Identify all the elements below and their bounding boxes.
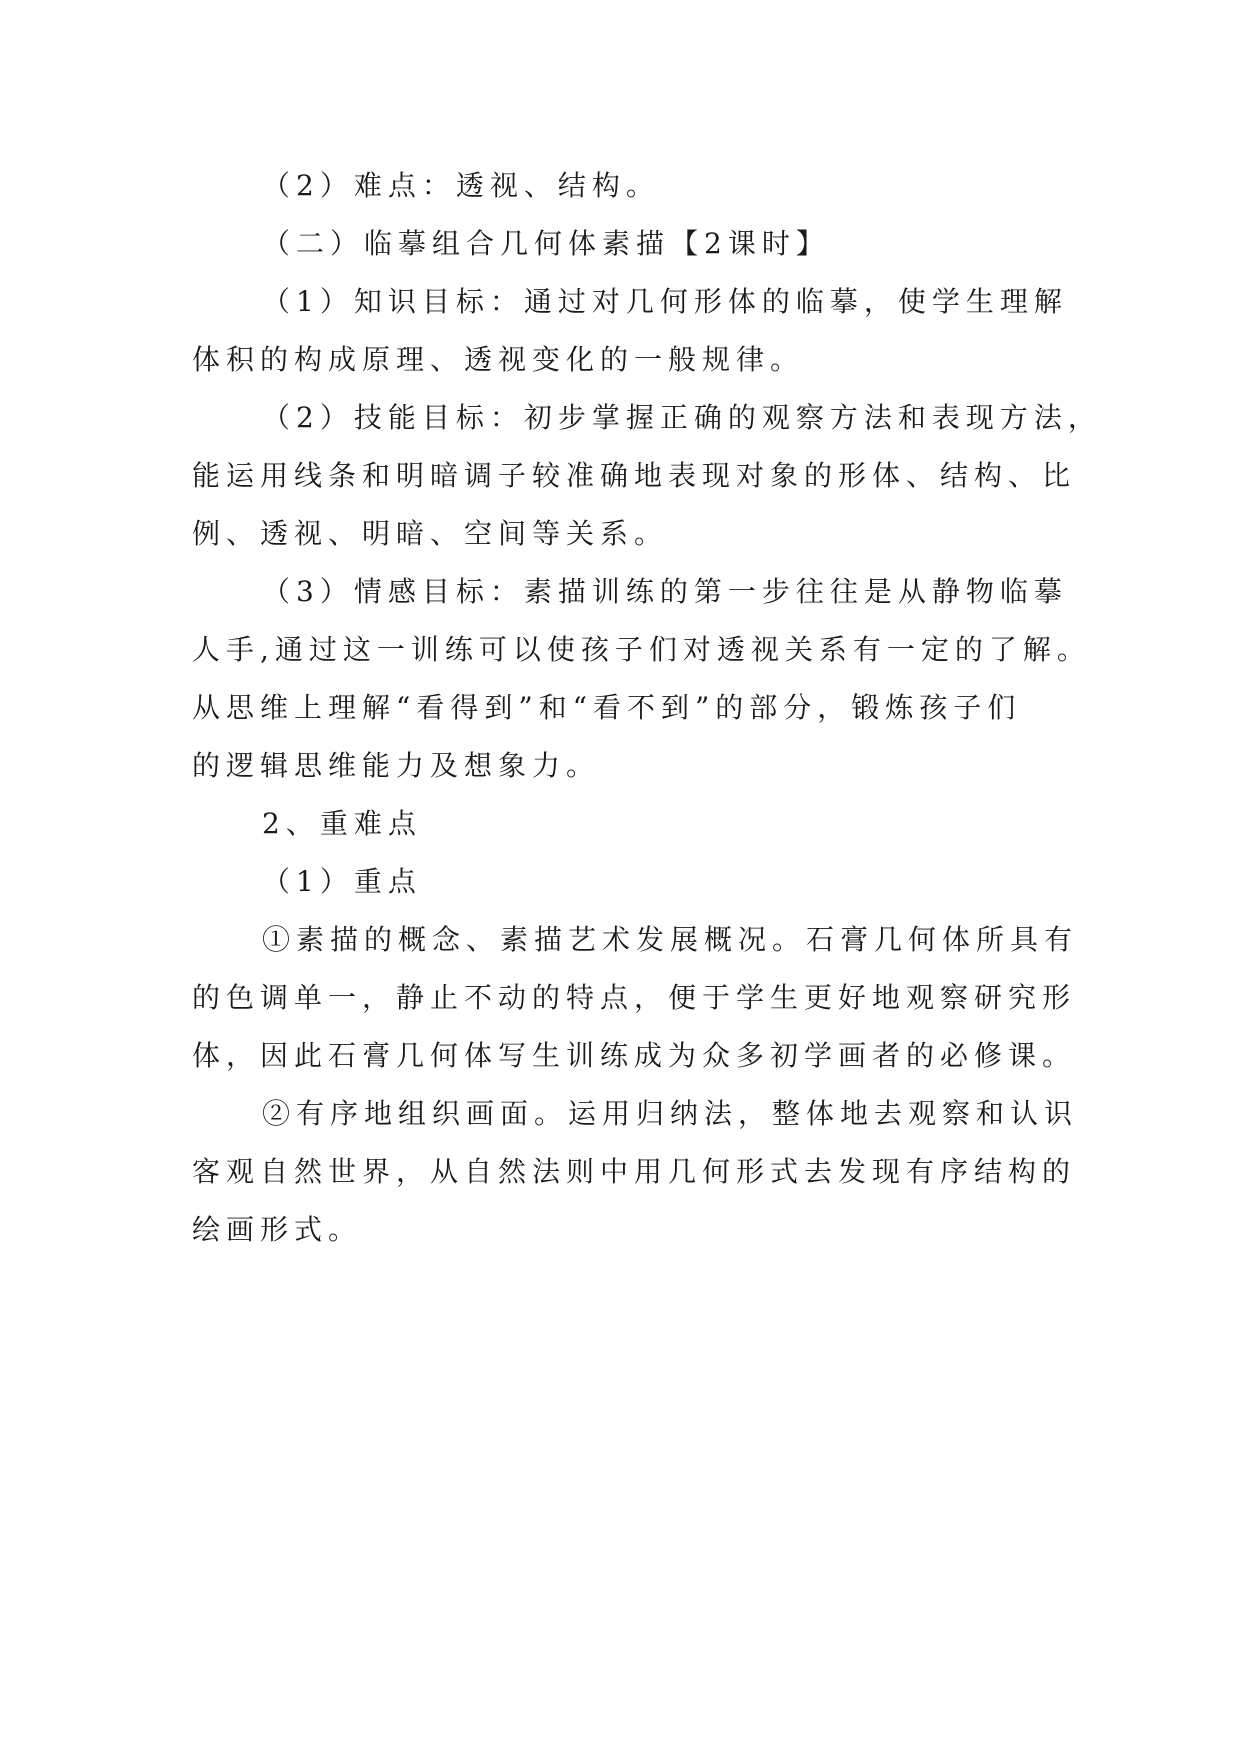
text-line: （3）情感目标：素描训练的第一步往往是从静物临摹 <box>262 575 1068 608</box>
text-line: ②有序地组织画面。运用归纳法，整体地去观察和认识 <box>262 1097 1079 1130</box>
text-line: 的色调单一，静止不动的特点，便于学生更好地观察研究形 <box>192 981 1077 1014</box>
text-line: （1）知识目标：通过对几何形体的临摹，使学生理解 <box>262 285 1068 318</box>
text-line: ①素描的概念、素描艺术发展概况。石膏几何体所具有 <box>262 923 1079 956</box>
text-line: 客观自然世界，从自然法则中用几何形式去发现有序结构的 <box>192 1155 1077 1188</box>
text-line: 体，因此石膏几何体写生训练成为众多初学画者的必修课。 <box>192 1039 1077 1072</box>
text-line: 人手,通过这一训练可以使孩子们对透视关系有一定的了解。 <box>192 633 1091 666</box>
sub-heading: （1）重点 <box>262 865 422 898</box>
text-line: 体积的构成原理、透视变化的一般规律。 <box>192 343 805 376</box>
text-line: 能运用线条和明暗调子较准确地表现对象的形体、结构、比 <box>192 459 1077 492</box>
text-line: （2）难点：透视、结构。 <box>262 169 660 202</box>
text-line: 从思维上理解“看得到”和“看不到”的部分，锻炼孩子们 <box>192 691 1022 724</box>
text-line: （2）技能目标：初步掌握正确的观察方法和表现方法， <box>262 401 1102 434</box>
section-heading: （二）临摹组合几何体素描【2课时】 <box>262 227 830 260</box>
text-line: 的逻辑思维能力及想象力。 <box>192 749 601 782</box>
section-heading: 2、重难点 <box>262 807 422 840</box>
text-line: 绘画形式。 <box>192 1213 363 1246</box>
text-line: 例、透视、明暗、空间等关系。 <box>192 517 669 550</box>
